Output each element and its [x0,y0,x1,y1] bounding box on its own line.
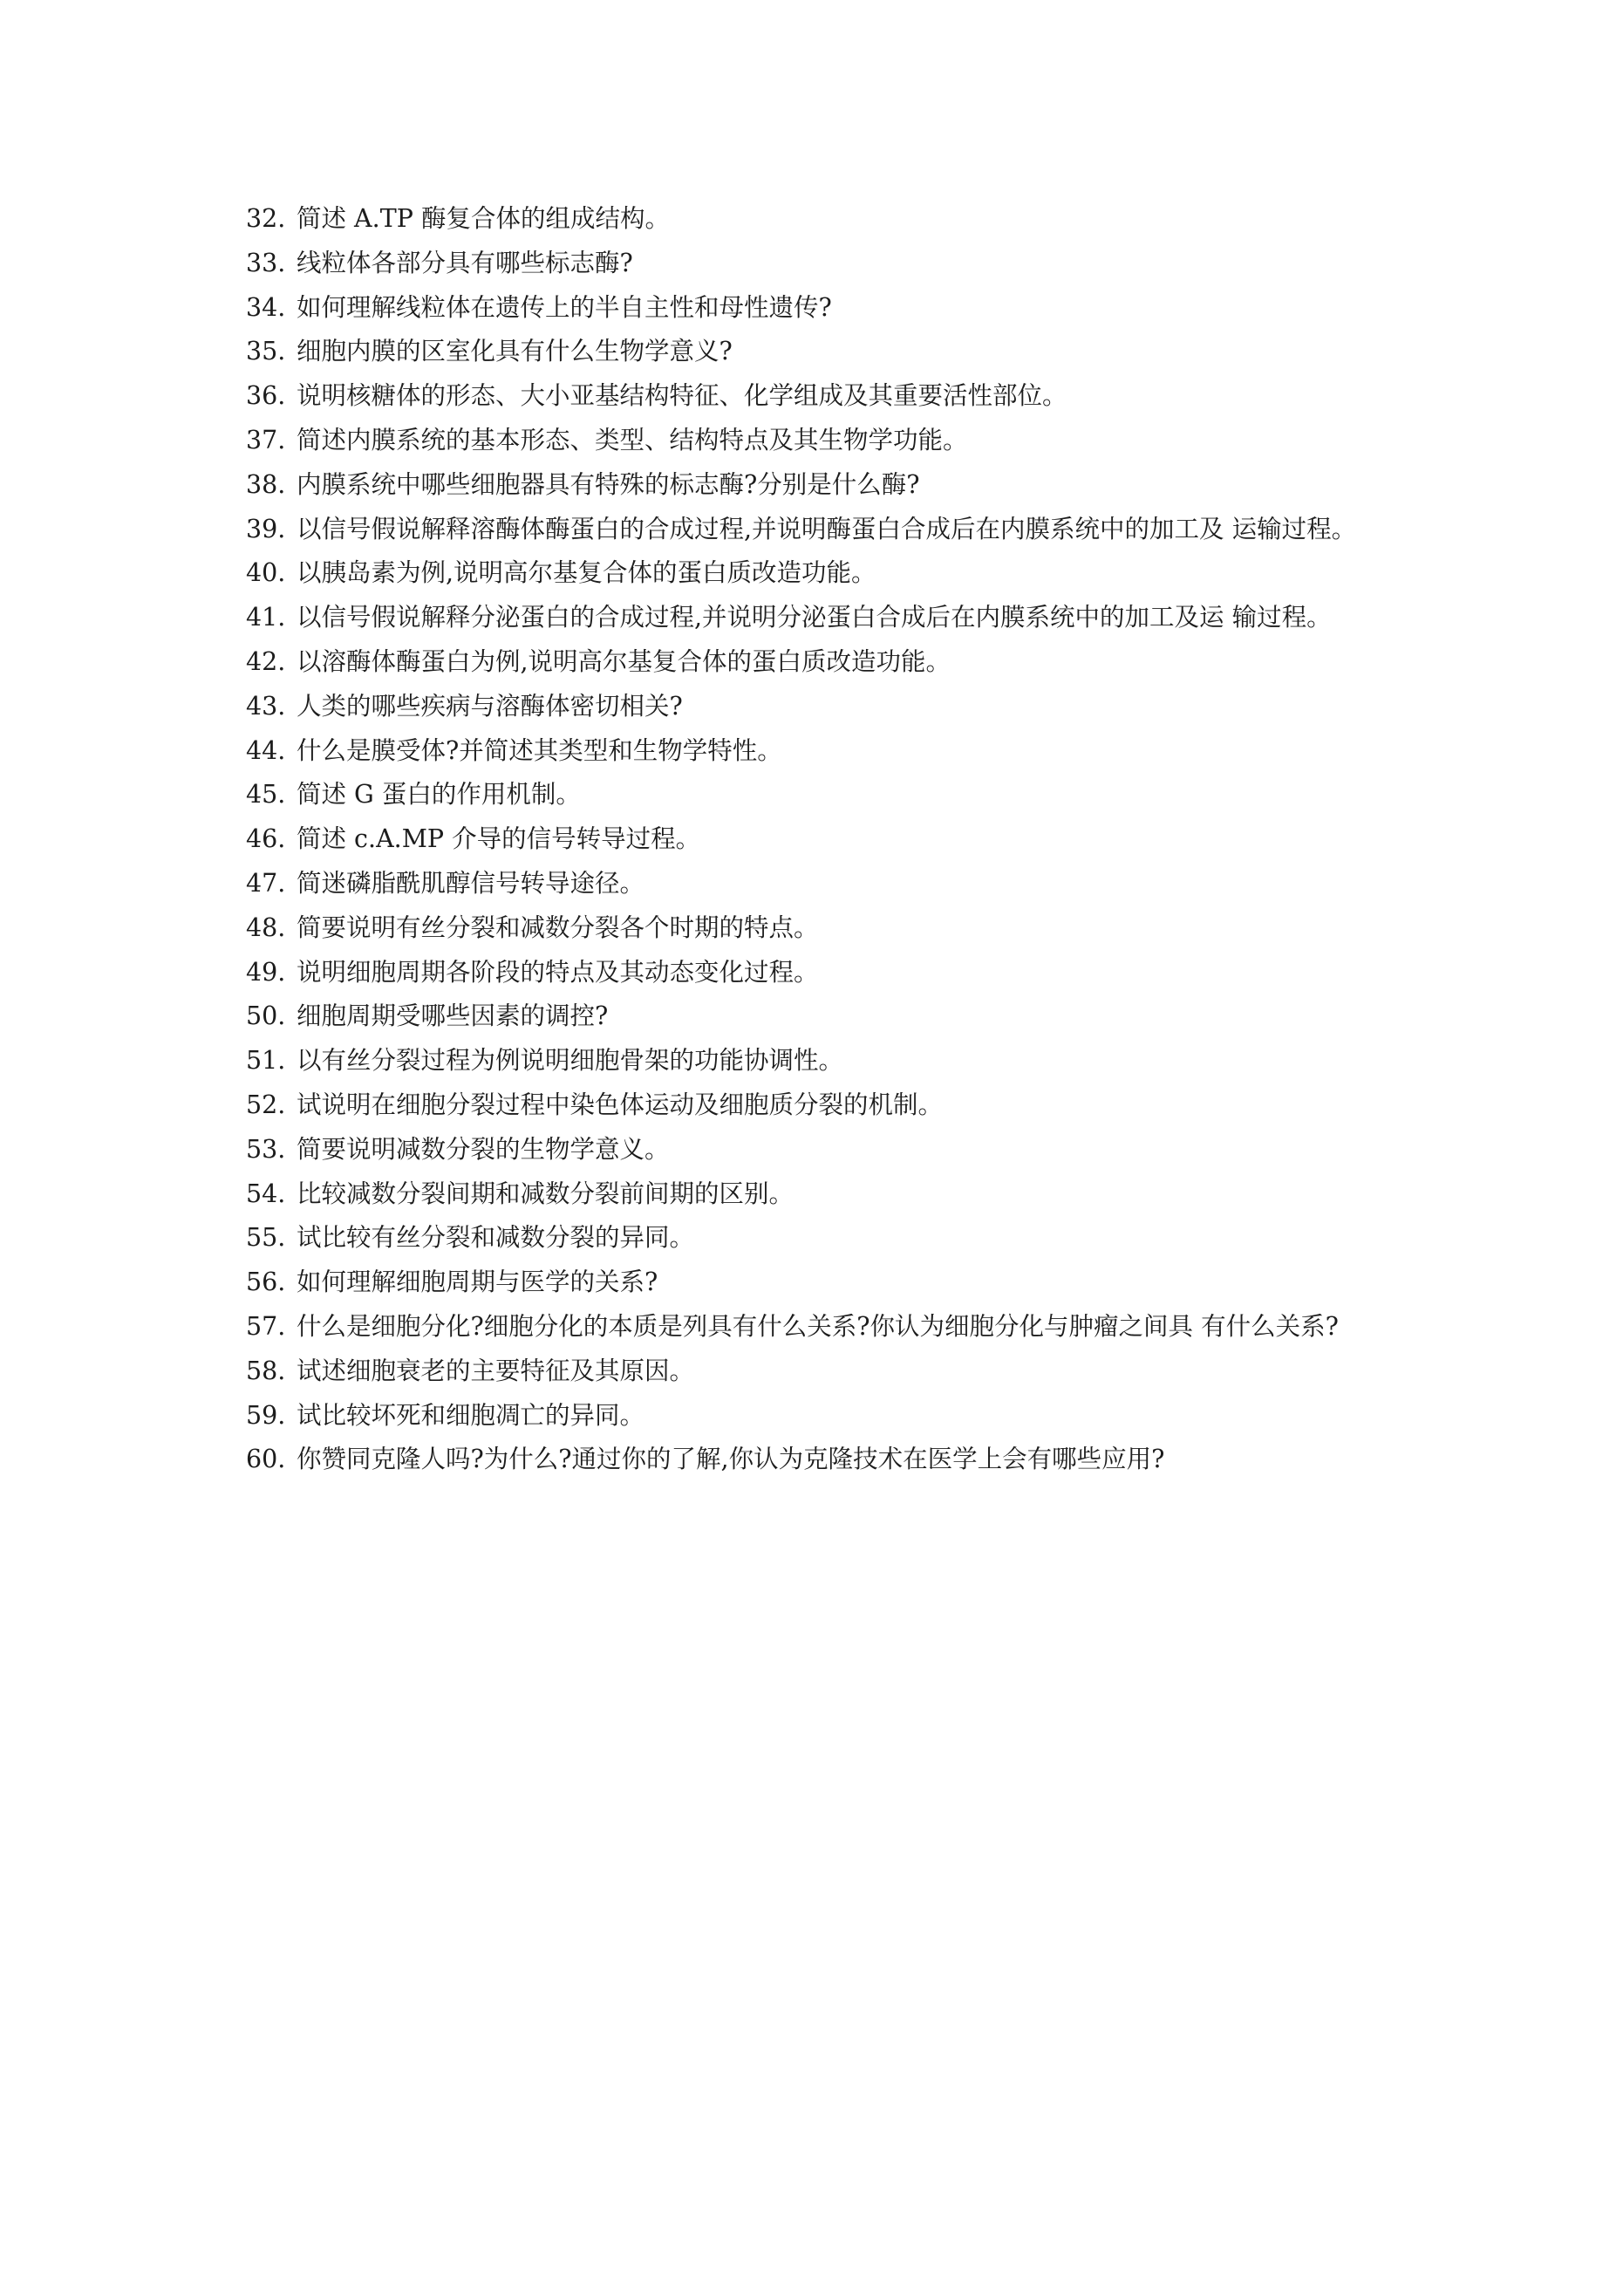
question-item [246,994,1388,1039]
question-text: 以有丝分裂过程为例说明细胞骨架的功能协调性。 [297,1046,844,1076]
question-item [246,242,1388,286]
question-text: 什么是膜受体?并简述其类型和生物学特性。 [297,735,782,765]
question-text: 简述 A.TP 酶复合体的组成结构。 [297,204,670,233]
question-text: 线粒体各部分具有哪些标志酶? [297,248,633,277]
question-item [246,1039,1388,1083]
question-text: 内膜系统中哪些细胞器具有特殊的标志酶?分别是什么酶? [297,469,920,499]
question-text: 简述内膜系统的基本形态、类型、结构特点及其生物学功能。 [297,425,968,454]
question-number: 49. [246,957,286,987]
question-number: 48. [246,912,286,942]
question-number: 34. [246,292,286,322]
question-number: 35. [246,337,286,366]
question-number: 39. [246,514,286,543]
question-text: 简要说明有丝分裂和减数分裂各个时期的特点。 [297,912,819,942]
question-text: 试说明在细胞分裂过程中染色体运动及细胞质分裂的机制。 [297,1090,944,1119]
question-number: 45. [246,780,286,810]
question-text: 如何理解细胞周期与医学的关系? [297,1268,658,1297]
question-number: 55. [246,1223,286,1253]
question-number: 37. [246,425,286,454]
question-number: 54. [246,1179,286,1208]
question-text: 说明核糖体的形态、大小亚基结构特征、化学组成及其重要活性部位。 [297,381,1067,411]
question-item [246,1305,1388,1350]
question-number: 46. [246,824,286,854]
question-text: 什么是细胞分化?细胞分化的本质是列具有什么关系?你认为细胞分化与肿瘤之间具 有什么关系? [297,1311,1339,1341]
question-text: 简迷磷脂酰肌醇信号转导途径。 [297,868,645,898]
question-number: 60. [246,1445,286,1474]
question-number: 57. [246,1311,286,1341]
question-number: 42. [246,646,286,676]
question-text: 如何理解线粒体在遗传上的半自主性和母性遗传? [297,292,832,322]
question-number: 38. [246,469,286,499]
question-number: 53. [246,1134,286,1164]
question-text: 以信号假说解释溶酶体酶蛋白的合成过程,并说明酶蛋白合成后在内膜系统中的加工及 运输过程。 [297,514,1357,543]
question-number: 36. [246,381,286,411]
question-number: 32. [246,204,286,233]
question-number: 43. [246,691,286,721]
question-item [246,1172,1388,1217]
question-number: 56. [246,1268,286,1297]
question-number: 47. [246,868,286,898]
question-item [246,685,1388,729]
question-number: 51. [246,1046,286,1076]
question-item [246,773,1388,817]
question-item [246,374,1388,419]
question-text: 你赞同克隆人吗?为什么?通过你的了解,你认为克隆技术在医学上会有哪些应用? [297,1445,1165,1474]
question-item [246,286,1388,331]
question-item [246,551,1388,596]
question-number: 52. [246,1090,286,1119]
question-text: 以溶酶体酶蛋白为例,说明高尔基复合体的蛋白质改造功能。 [297,646,951,676]
question-item [246,1128,1388,1172]
question-number: 59. [246,1400,286,1430]
question-number: 44. [246,735,286,765]
question-number: 40. [246,558,286,588]
question-item [246,419,1388,463]
question-text: 试比较坏死和细胞凋亡的异同。 [297,1400,645,1430]
question-item [246,197,1388,242]
question-number: 33. [246,248,286,277]
question-item [246,906,1388,951]
question-item [246,1350,1388,1394]
question-item [246,1216,1388,1261]
question-item [246,729,1388,774]
question-text: 比较减数分裂间期和减数分裂前间期的区别。 [297,1179,794,1208]
question-text: 简述 G 蛋白的作用机制。 [297,780,581,810]
question-text: 细胞内膜的区室化具有什么生物学意义? [297,337,733,366]
question-item [246,508,1388,552]
question-text: 简述 c.A.MP 介导的信号转导过程。 [297,824,701,854]
question-item [246,1083,1388,1128]
question-item [246,1261,1388,1305]
question-text: 试述细胞衰老的主要特征及其原因。 [297,1356,695,1385]
question-item [246,330,1388,374]
question-list [246,197,1388,1482]
question-item [246,1394,1388,1438]
question-number: 50. [246,1001,286,1031]
question-item [246,817,1388,862]
question-text: 人类的哪些疾病与溶酶体密切相关? [297,691,683,721]
question-item [246,951,1388,995]
question-text: 说明细胞周期各阶段的特点及其动态变化过程。 [297,957,819,987]
question-text: 以胰岛素为例,说明高尔基复合体的蛋白质改造功能。 [297,558,876,588]
question-text: 简要说明减数分裂的生物学意义。 [297,1134,670,1164]
question-item [246,596,1388,640]
question-text: 试比较有丝分裂和减数分裂的异同。 [297,1223,695,1253]
question-text: 细胞周期受哪些因素的调控? [297,1001,609,1031]
question-item [246,862,1388,906]
question-item [246,640,1388,685]
question-number: 58. [246,1356,286,1385]
question-number: 41. [246,603,286,632]
question-item [246,463,1388,508]
question-item [246,1438,1388,1482]
question-text: 以信号假说解释分泌蛋白的合成过程,并说明分泌蛋白合成后在内膜系统中的加工及运 输过程。 [297,603,1332,632]
